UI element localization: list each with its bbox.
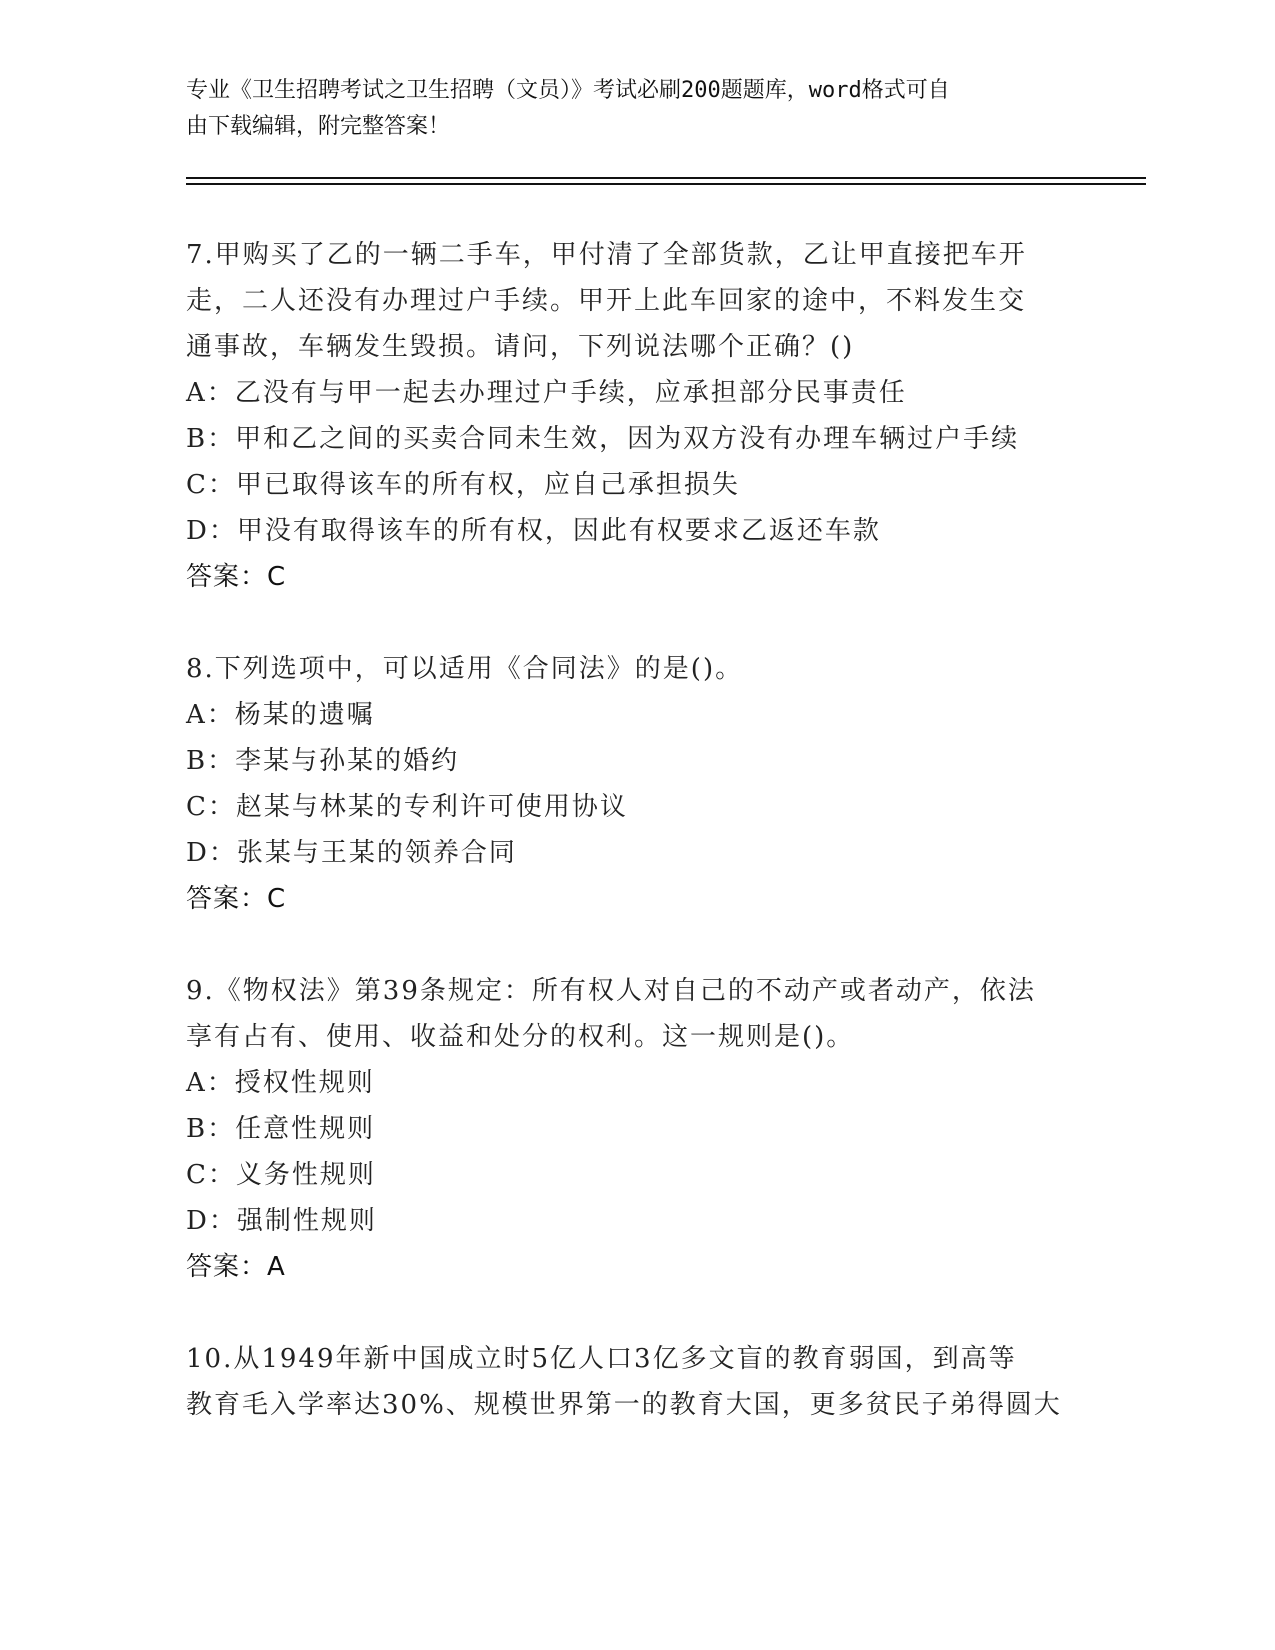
question-stem-line: 8.下列选项中，可以适用《合同法》的是()。 (186, 654, 744, 684)
option-d: D：甲没有取得该车的所有权，因此有权要求乙返还车款 (186, 516, 881, 546)
header-line-1: 专业《卫生招聘考试之卫生招聘（文员）》考试必刷200题题库，word格式可自 (186, 78, 950, 103)
option-a: A：乙没有与甲一起去办理过户手续，应承担部分民事责任 (186, 378, 907, 408)
option-b: B：甲和乙之间的买卖合同未生效，因为双方没有办理车辆过户手续 (186, 424, 1020, 454)
header-line-2: 由下载编辑，附完整答案！ (186, 114, 451, 139)
question-8 (186, 646, 1106, 922)
option-a: A：授权性规则 (186, 1068, 375, 1098)
answer-line: 答案：A (186, 1252, 286, 1282)
header-divider-bottom (186, 183, 1146, 185)
option-b: B：李某与孙某的婚约 (186, 746, 460, 776)
document-header (186, 73, 1086, 145)
question-stem-line: 享有占有、使用、收益和处分的权利。这一规则是()。 (186, 1022, 855, 1052)
question-stem-line: 教育毛入学率达30%、规模世界第一的教育大国，更多贫民子弟得圆大 (186, 1390, 1062, 1420)
option-c: C：赵某与林某的专利许可使用协议 (186, 792, 628, 822)
option-c: C：甲已取得该车的所有权，应自己承担损失 (186, 470, 740, 500)
option-d: D：张某与王某的领养合同 (186, 838, 517, 868)
question-stem-line: 7.甲购买了乙的一辆二手车，甲付清了全部货款，乙让甲直接把车开 (186, 240, 1027, 270)
question-10 (186, 1336, 1106, 1428)
question-stem-line: 通事故，车辆发生毁损。请问，下列说法哪个正确？() (186, 332, 855, 362)
question-stem-line: 10.从1949年新中国成立时5亿人口3亿多文盲的教育弱国，到高等 (186, 1344, 1017, 1374)
question-stem-line: 9.《物权法》第39条规定：所有权人对自己的不动产或者动产，依法 (186, 976, 1036, 1006)
option-c: C：义务性规则 (186, 1160, 376, 1190)
option-d: D：强制性规则 (186, 1206, 377, 1236)
question-stem-line: 走，二人还没有办理过户手续。甲开上此车回家的途中，不料发生交 (186, 286, 1027, 316)
question-7 (186, 232, 1106, 600)
question-list (186, 232, 1106, 1474)
question-9 (186, 968, 1106, 1290)
answer-line: 答案：C (186, 884, 287, 914)
answer-line: 答案：C (186, 562, 287, 592)
header-divider-top (186, 177, 1146, 179)
option-a: A：杨某的遗嘱 (186, 700, 375, 730)
option-b: B：任意性规则 (186, 1114, 376, 1144)
